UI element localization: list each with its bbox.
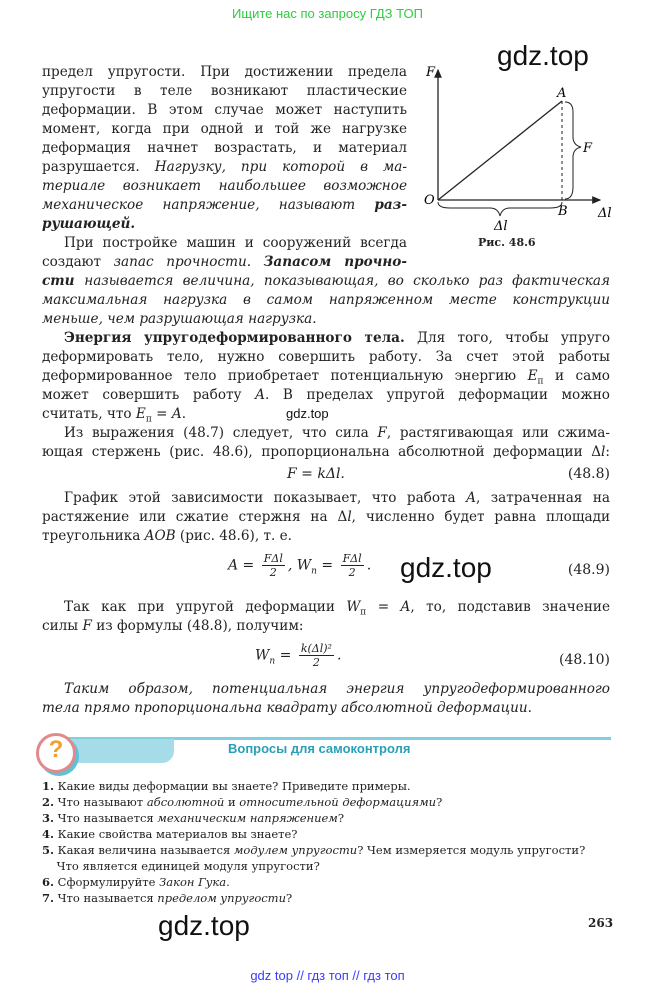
text-run: сти xyxy=(42,273,85,289)
question-item xyxy=(42,874,230,890)
questions-title: Вопросы для самоконтроля xyxy=(228,741,411,756)
text-line xyxy=(42,617,610,636)
text-run: деформации. В этом случае может наступить xyxy=(42,102,407,118)
text-run: запас прочности. xyxy=(113,254,264,270)
text-line xyxy=(42,101,407,120)
watermark-small: gdz.top xyxy=(286,406,329,421)
text-line xyxy=(42,310,610,329)
watermark-logo: gdz.top xyxy=(158,910,250,941)
text-run: : xyxy=(605,444,610,460)
subscript: п xyxy=(311,566,317,577)
question-text: Какие свойства материалов вы знаете? xyxy=(54,827,298,841)
question-item xyxy=(42,858,320,874)
question-text: 5. xyxy=(42,843,55,857)
brace-dl xyxy=(438,202,562,216)
subscript: п xyxy=(269,656,276,667)
question-text: ? xyxy=(436,795,443,809)
text-run: деформация начнет возрастать, и материал xyxy=(42,140,407,156)
label-B: B xyxy=(558,204,568,219)
denominator: 2 xyxy=(269,566,277,579)
text-run: E xyxy=(527,368,538,384)
watermark-top[interactable]: Ищите нас по запросу ГДЗ ТОП xyxy=(232,6,423,21)
text-line xyxy=(64,598,610,617)
text-run: A xyxy=(466,490,476,506)
label-A: A xyxy=(557,86,567,101)
text-run: Для того, чтобы упруго xyxy=(404,330,610,346)
question-text: ? xyxy=(337,811,345,825)
text-line xyxy=(64,424,610,443)
eq-number-48-10: (48.10) xyxy=(558,652,610,668)
question-text: 6. xyxy=(42,875,55,889)
label-F-brace: F xyxy=(583,141,593,156)
text-line xyxy=(64,489,610,508)
eq-number-48-8: (48.8) xyxy=(567,466,610,482)
text-line xyxy=(42,386,610,405)
formula-48-8: F = kΔl. xyxy=(287,466,345,482)
text-run: l xyxy=(601,444,606,460)
text-line xyxy=(42,272,610,291)
text-run: п xyxy=(145,414,152,425)
question-text: и xyxy=(224,795,240,809)
watermark-logo: gdz.top xyxy=(400,552,492,583)
text-line xyxy=(42,699,610,718)
question-item xyxy=(42,826,297,842)
text-run: . xyxy=(181,406,187,422)
text-run: Энергия упругодеформированного тела. xyxy=(64,330,405,346)
question-item xyxy=(42,890,292,906)
graph-line-OA xyxy=(438,101,562,200)
question-text: 7. xyxy=(42,891,55,905)
text-run: треугольника xyxy=(42,528,145,544)
text-run: из формулы (48.8), получим: xyxy=(91,618,304,634)
question-text: относительной деформациями xyxy=(239,795,437,809)
text-run: может совершить работу xyxy=(42,387,256,403)
label-dl-brace: Δl xyxy=(494,219,508,234)
text-line xyxy=(42,508,610,527)
question-text: 4. xyxy=(42,827,55,841)
text-run: рушающей. xyxy=(42,216,136,232)
formula-text: . xyxy=(336,647,342,664)
figure-caption: Рис. 48.6 xyxy=(478,236,536,249)
text-run: , численно будет равна площади xyxy=(351,509,610,525)
text-line xyxy=(64,329,610,348)
text-line xyxy=(42,443,610,462)
text-line xyxy=(42,158,407,177)
text-run: териале возникает наибольшее возможное xyxy=(42,178,407,194)
formula-text: = xyxy=(316,557,334,574)
text-run: При постройке машин и сооружений всегда xyxy=(64,235,407,251)
text-run: , то, подставив значение xyxy=(410,599,610,615)
numerator: FΔl xyxy=(342,552,362,565)
question-item xyxy=(42,778,411,794)
fraction xyxy=(341,552,364,579)
question-item xyxy=(42,810,344,826)
text-run: упругости в теле возникают пластические xyxy=(42,83,407,99)
page-number: 263 xyxy=(588,916,614,930)
question-text: Сформулируйте xyxy=(54,875,160,889)
text-run: Так как при упругой деформации xyxy=(64,599,347,615)
text-run: максимальная нагрузка в самом напряженном месте конструкции xyxy=(42,292,610,308)
text-line xyxy=(64,234,407,253)
brace-F xyxy=(565,102,581,199)
text-run: создают xyxy=(42,254,114,270)
formula-text: , W xyxy=(287,557,312,574)
text-line xyxy=(42,82,407,101)
question-text: 2. xyxy=(42,795,55,809)
question-text: Что является единицей модуля упругости? xyxy=(42,859,320,873)
question-text: механическим напряжением xyxy=(157,811,338,825)
text-run: = xyxy=(151,406,172,422)
formula-48-9 xyxy=(228,552,371,579)
text-run: (рис. 48.6), т. е. xyxy=(175,528,292,544)
question-text: 3. xyxy=(42,811,55,825)
label-F-axis: F xyxy=(426,65,436,80)
text-run: A xyxy=(171,406,182,422)
question-text: модулем упругости xyxy=(233,843,358,857)
figure-48-6 xyxy=(420,60,620,255)
question-text: ? Чем измеряется модуль упругости? xyxy=(357,843,586,857)
text-line xyxy=(42,139,407,158)
text-line xyxy=(64,680,610,699)
text-run: E xyxy=(135,406,146,422)
label-O: O xyxy=(424,193,435,208)
text-run: тела прямо пропорциональна квадрату абсолютной деформации. xyxy=(42,700,532,716)
formula-text: W xyxy=(255,647,270,664)
text-run: п xyxy=(360,607,367,617)
text-line xyxy=(42,215,407,234)
text-run: считать, что xyxy=(42,406,136,422)
text-run: . В пределах упругой деформации можно xyxy=(264,387,610,403)
footer-watermark[interactable]: gdz top // гдз топ // гдз топ xyxy=(250,968,405,983)
text-run: и само xyxy=(543,368,610,384)
text-run: предел упругости. При достижении предела xyxy=(42,64,407,80)
text-run: силы xyxy=(42,618,83,634)
formula-text: = xyxy=(275,647,292,664)
denominator: 2 xyxy=(348,566,356,579)
text-run: AOB xyxy=(144,528,176,544)
question-text: Что называется xyxy=(54,891,158,905)
text-run: Запасом прочно- xyxy=(263,254,407,270)
text-run: механическое напряжение, называют xyxy=(42,197,375,213)
text-line xyxy=(42,348,610,367)
text-line xyxy=(42,291,610,310)
header-tab xyxy=(66,739,174,763)
text-run: , растягивающая или сжима- xyxy=(386,425,610,441)
question-mark-icon: ? xyxy=(36,733,76,773)
text-run: Таким образом, потенциальная энергия упругодеформированного xyxy=(64,681,610,697)
question-text: абсолютной xyxy=(146,795,225,809)
numerator: k(Δl)² xyxy=(300,642,332,655)
label-dl-axis: Δl xyxy=(598,206,612,221)
text-run: раз- xyxy=(374,197,407,213)
text-run: F xyxy=(377,425,387,441)
fraction xyxy=(299,642,334,669)
text-run: ющая стержень (рис. 48.6), пропорциональна абсолютной деформации Δ xyxy=(42,444,602,460)
text-run: деформированное тело приобретает потенциальную энергию xyxy=(42,368,528,384)
text-run: меньше, чем разрушающая нагрузка. xyxy=(42,311,317,327)
text-run: деформировать тело, нужно совершить работу. За счет этой работы xyxy=(42,349,610,365)
text-line xyxy=(42,253,407,272)
numerator: FΔl xyxy=(263,552,283,565)
text-run: , затраченная на xyxy=(475,490,610,506)
question-item xyxy=(42,794,442,810)
text-run: Из выражения (48.7) следует, что сила xyxy=(64,425,378,441)
question-text: Какая величина называется xyxy=(54,843,234,857)
text-run: называется величина, показывающая, во сколько раз фактическая xyxy=(84,273,610,289)
question-text: пределом упругости xyxy=(157,891,286,905)
text-run: = xyxy=(366,599,401,615)
text-run: растяжение или сжатие стержня на Δ xyxy=(42,509,348,525)
text-line xyxy=(42,367,610,386)
question-text: Закон Гука xyxy=(159,875,227,889)
question-text: Что называется xyxy=(54,811,158,825)
question-item xyxy=(42,842,585,858)
text-run: F xyxy=(82,618,92,634)
text-line xyxy=(42,196,407,215)
formula-48-10 xyxy=(255,642,341,669)
text-line xyxy=(42,120,407,139)
watermark-logo: gdz.top xyxy=(497,40,589,71)
text-run: Нагрузку, при которой в ма- xyxy=(154,159,407,175)
text-run: момент, когда при одной и той же нагрузке xyxy=(42,121,407,137)
text-run: W xyxy=(346,599,361,615)
text-run: п xyxy=(537,376,544,386)
formula-text: A = xyxy=(228,557,255,574)
eq-number-48-9: (48.9) xyxy=(567,562,610,578)
question-text: Какие виды деформации вы знаете? Приведите примеры. xyxy=(54,779,411,793)
fraction xyxy=(262,552,285,579)
text-line xyxy=(42,63,407,82)
text-run: разрушается. xyxy=(42,159,155,175)
text-line xyxy=(42,527,610,546)
question-text: 1. xyxy=(42,779,55,793)
text-run: A xyxy=(400,599,411,615)
text-run: l xyxy=(347,509,352,525)
text-line xyxy=(42,177,407,196)
questions-header xyxy=(36,733,611,769)
question-text: . xyxy=(226,875,230,889)
denominator: 2 xyxy=(312,656,320,669)
question-text: Что называют xyxy=(54,795,147,809)
text-run: A xyxy=(255,387,265,403)
formula-text: . xyxy=(366,557,372,574)
text-run: График этой зависимости показывает, что работа xyxy=(64,490,467,506)
question-text: ? xyxy=(286,891,293,905)
